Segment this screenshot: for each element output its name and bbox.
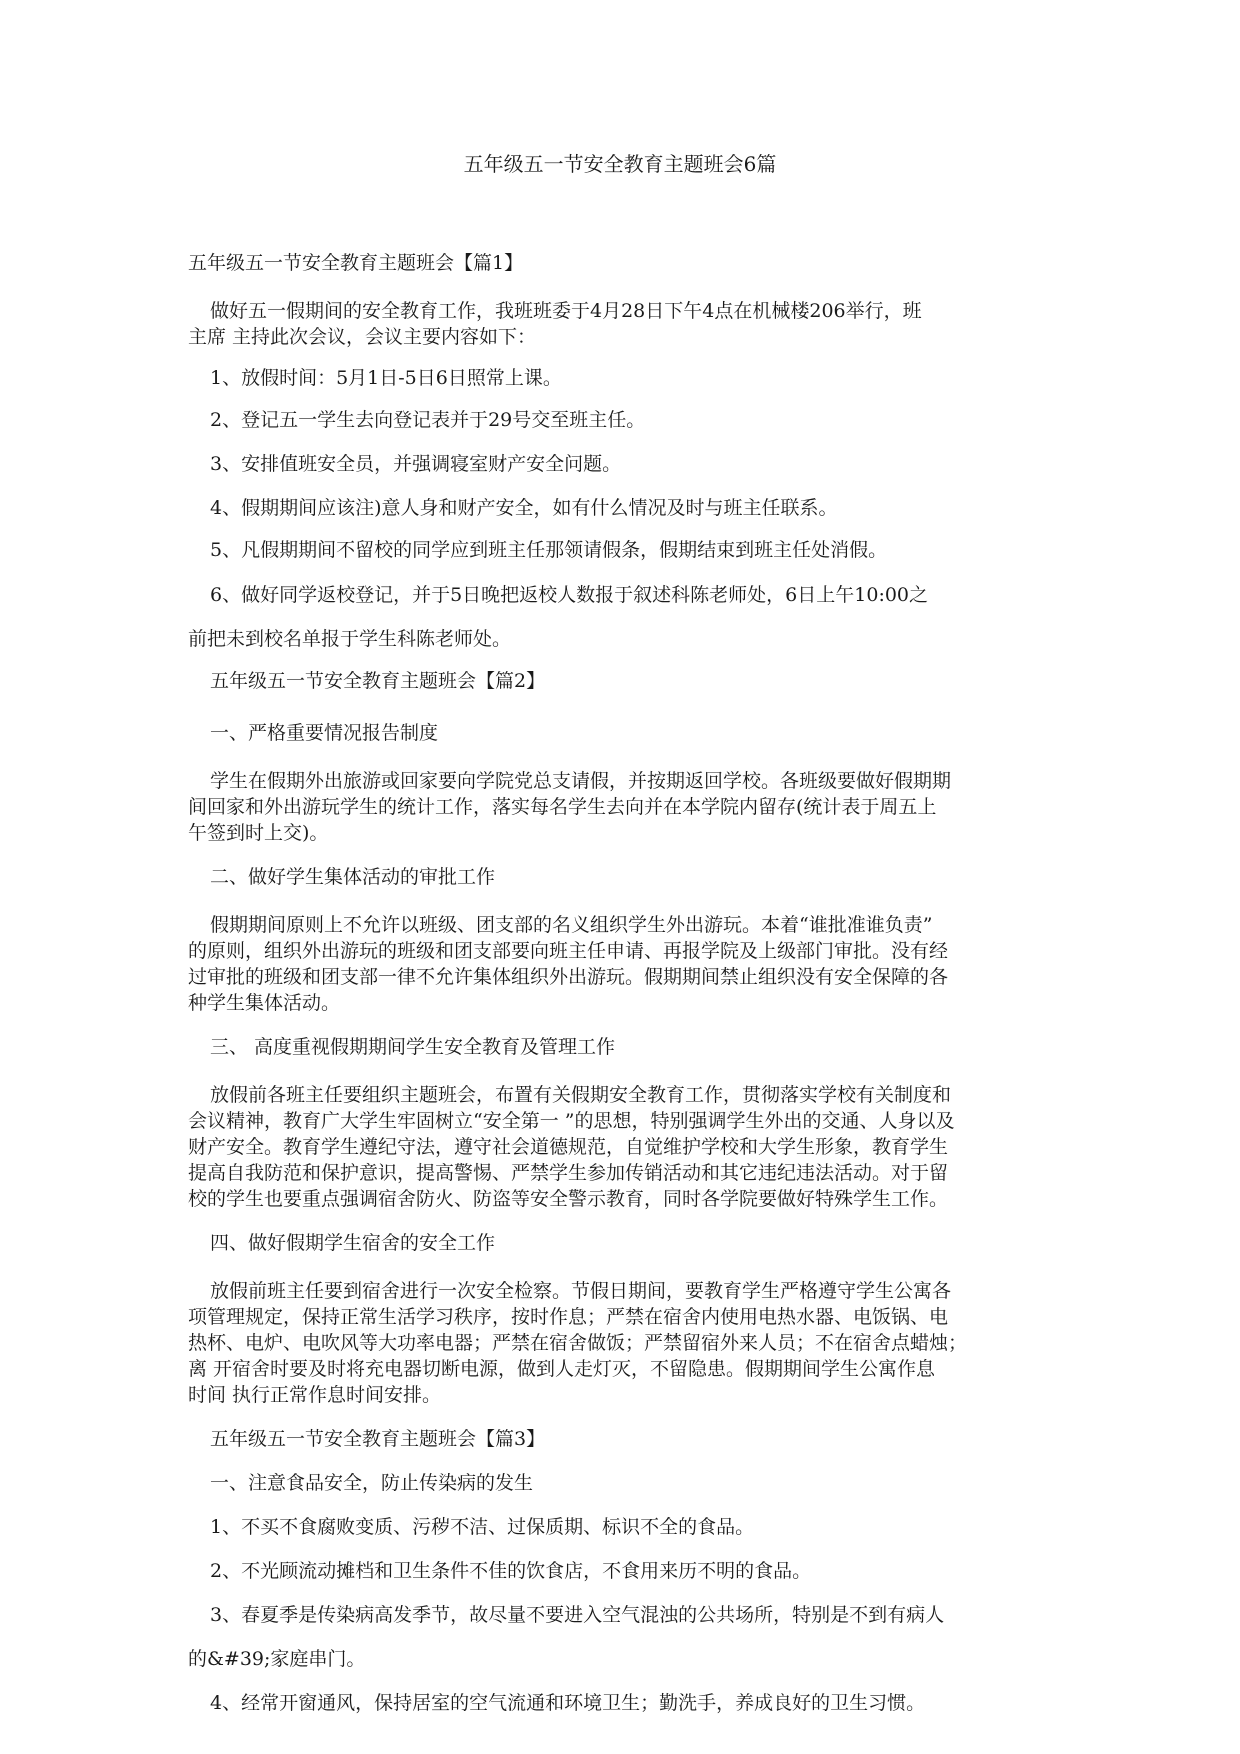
part2-section3-title: 三、 高度重视假期期间学生安全教育及管理工作: [210, 1036, 616, 1058]
part2-section4-title: 四、做好假期学生宿舍的安全工作: [210, 1232, 496, 1254]
part3-item-4: 4、经常开窗通风，保持居室的空气流通和环境卫生；勤洗手，养成良好的卫生习惯。: [210, 1692, 926, 1714]
part2-section4-line1: 放假前班主任要到宿舍进行一次安全检察。节假日期间，要教育学生严格遵守学生公寓各: [210, 1280, 952, 1302]
part1-item-6-continued: 前把未到校名单报于学生科陈老师处。: [188, 628, 512, 650]
part2-section3-line2: 会议精神，教育广大学生牢固树立“安全第一 ”的思想，特别强调学生外出的交通、人身以及: [188, 1110, 955, 1132]
part2-section3-line1: 放假前各班主任要组织主题班会，布置有关假期安全教育工作，贯彻落实学校有关制度和: [210, 1084, 952, 1106]
part2-section4-line2: 项管理规定，保持正常生活学习秩序，按时作息；严禁在宿舍内使用电热水器、电饭锅、电: [188, 1306, 949, 1328]
part2-section4-line4: 离 开宿舍时要及时将充电器切断电源，做到人走灯灭，不留隐患。假期期间学生公寓作息: [188, 1358, 936, 1380]
document-title: 五年级五一节安全教育主题班会6篇: [463, 152, 777, 176]
part3-item-3: 3、春夏季是传染病高发季节，故尽量不要进入空气混浊的公共场所，特别是不到有病人: [210, 1604, 945, 1626]
part3-item-3-continued: 的&#39;家庭串门。: [188, 1648, 366, 1670]
part2-section2-line2: 的原则，组织外出游玩的班级和团支部要向班主任申请、再报学院及上级部门审批。没有经: [188, 940, 949, 962]
part2-heading: 五年级五一节安全教育主题班会【篇2】: [210, 670, 546, 692]
part2-section4-line3: 热杯、电炉、电吹风等大功率电器；严禁在宿舍做饭；严禁留宿外来人员；不在宿舍点蜡烛；: [188, 1332, 968, 1354]
part2-section1-line2: 间回家和外出游玩学生的统计工作，落实每名学生去向并在本学院内留存(统计表于周五上: [188, 796, 937, 818]
part1-item-6: 6、做好同学返校登记，并于5日晚把返校人数报于叙述科陈老师处，6日上午10:00之: [210, 584, 929, 606]
part1-heading: 五年级五一节安全教育主题班会【篇1】: [188, 252, 524, 274]
part3-section1-title: 一、注意食品安全，防止传染病的发生: [210, 1472, 534, 1494]
part1-item-3: 3、安排值班安全员，并强调寝室财产安全问题。: [210, 453, 622, 475]
part2-section1-title: 一、严格重要情况报告制度: [210, 722, 439, 744]
part3-heading: 五年级五一节安全教育主题班会【篇3】: [210, 1428, 546, 1450]
part2-section2-line3: 过审批的班级和团支部一律不允许集体组织外出游玩。假期期间禁止组织没有安全保障的各: [188, 966, 949, 988]
part2-section2-title: 二、做好学生集体活动的审批工作: [210, 866, 496, 888]
part3-item-2: 2、不光顾流动摊档和卫生条件不佳的饮食店，不食用来历不明的食品。: [210, 1560, 812, 1582]
part2-section3-line5: 校的学生也要重点强调宿舍防火、防盗等安全警示教育，同时各学院要做好特殊学生工作。: [188, 1188, 949, 1210]
part3-item-1: 1、不买不食腐败变质、污秽不洁、过保质期、标识不全的食品。: [210, 1516, 755, 1538]
part1-intro-line1: 做好五一假期间的安全教育工作，我班班委于4月28日下午4点在机械楼206举行，班: [210, 300, 922, 322]
part2-section1-line3: 午签到时上交)。: [188, 822, 329, 844]
part1-item-2: 2、登记五一学生去向登记表并于29号交至班主任。: [210, 409, 646, 431]
part1-intro-line2: 主席 主持此次会议，会议主要内容如下：: [188, 326, 537, 348]
part1-item-5: 5、凡假期期间不留校的同学应到班主任那领请假条，假期结束到班主任处消假。: [210, 539, 888, 561]
part2-section1-line1: 学生在假期外出旅游或回家要向学院党总支请假，并按期返回学校。各班级要做好假期期: [210, 770, 952, 792]
part1-item-1: 1、放假时间：5月1日-5日6日照常上课。: [210, 367, 562, 389]
part2-section4-line5: 时间 执行正常作息时间安排。: [188, 1384, 442, 1406]
part2-section3-line3: 财产安全。教育学生遵纪守法，遵守社会道德规范，自觉维护学校和大学生形象，教育学生: [188, 1136, 949, 1158]
part2-section3-line4: 提高自我防范和保护意识，提高警惕、严禁学生参加传销活动和其它违纪违法活动。对于留: [188, 1162, 949, 1184]
part2-section2-line1: 假期期间原则上不允许以班级、团支部的名义组织学生外出游玩。本着“谁批准谁负责”: [210, 914, 933, 936]
part2-section2-line4: 种学生集体活动。: [188, 992, 341, 1014]
part1-item-4: 4、假期期间应该注)意人身和财产安全，如有什么情况及时与班主任联系。: [210, 497, 838, 519]
